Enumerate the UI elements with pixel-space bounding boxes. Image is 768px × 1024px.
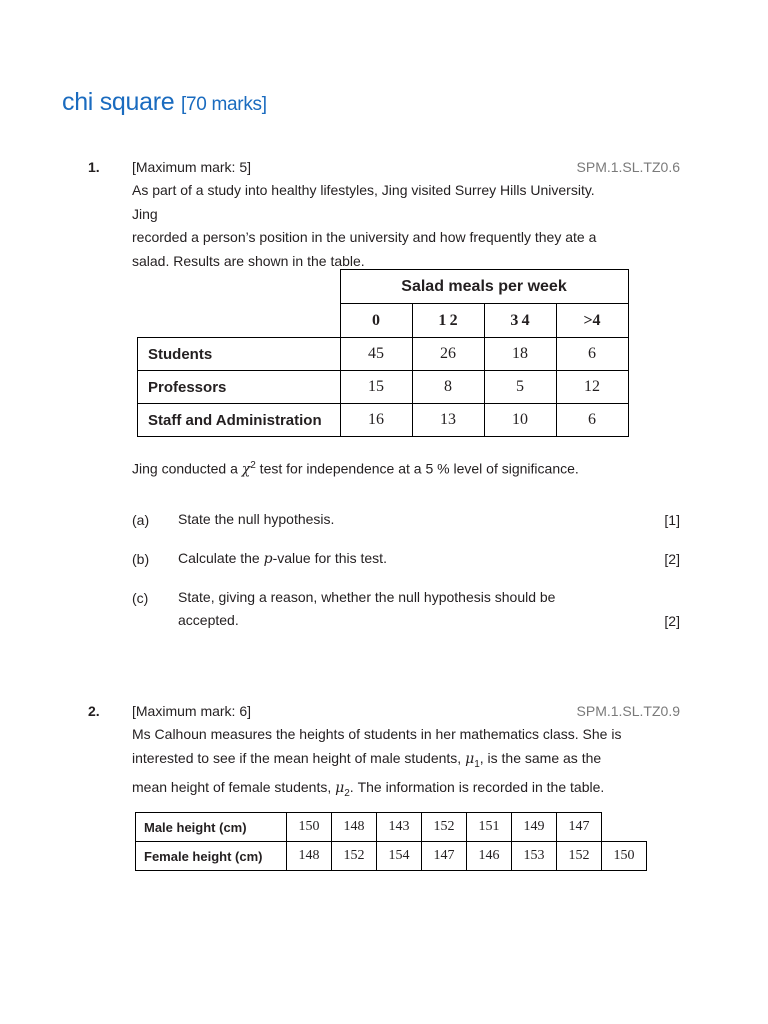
intro-line: recorded a person’s position in the university and how frequently they ate a [132, 229, 597, 245]
chi-power: 2 [250, 460, 256, 471]
table-corner [138, 270, 341, 304]
table-cell: 12 [556, 371, 628, 404]
statement-post: test for independence at a 5 % level of significance. [255, 460, 579, 477]
column-header: 3 4 [484, 304, 556, 338]
part-b-post: -value for this test. [272, 550, 387, 566]
part-c-mark: [2] [664, 613, 680, 629]
row-label: Staff and Administration [138, 404, 341, 437]
table-cell: 45 [340, 338, 412, 371]
mu-subscript: 2 [344, 787, 350, 799]
page-title [62, 88, 267, 117]
line-post: . The information is recorded in the table. [349, 778, 605, 795]
part-c-line: accepted. [178, 612, 239, 628]
intro-line [132, 776, 632, 805]
part-b-pre: Calculate the [178, 550, 264, 566]
question-1-intro [132, 179, 612, 273]
row-label: Male height (cm) [136, 813, 287, 842]
table-cell: 6 [556, 404, 628, 437]
question-2-max-mark: [Maximum mark: 6] [132, 703, 252, 719]
table-cell: 152 [422, 813, 467, 842]
part-a-label: (a) [132, 512, 150, 528]
table-cell: 150 [602, 842, 647, 871]
table-row [138, 371, 629, 404]
row-label: Professors [138, 371, 341, 404]
table-cell: 153 [512, 842, 557, 871]
salad-table [137, 269, 629, 437]
part-c-text [178, 586, 555, 632]
table-cell: 154 [377, 842, 422, 871]
row-label: Students [138, 338, 341, 371]
chi-square-statement [132, 454, 652, 482]
question-2-code: SPM.1.SL.TZ0.9 [576, 703, 680, 719]
table-row [138, 338, 629, 371]
line-pre: mean height of female students, [132, 778, 336, 795]
part-b-mark: [2] [664, 551, 680, 567]
table-cell: 5 [484, 371, 556, 404]
heights-table [135, 812, 647, 871]
part-c-label: (c) [132, 590, 149, 606]
table-cell: 152 [557, 842, 602, 871]
statement-pre: Jing conducted a [132, 460, 242, 477]
title-text: chi square [62, 88, 175, 116]
table-cell: 18 [484, 338, 556, 371]
table-cell: 149 [512, 813, 557, 842]
part-a-text: State the null hypothesis. [178, 511, 335, 527]
table-corner [138, 304, 341, 338]
mu-symbol: μ [335, 779, 345, 796]
chi-symbol: χ [241, 461, 251, 478]
table-cell: 148 [287, 842, 332, 871]
question-1-code: SPM.1.SL.TZ0.6 [576, 159, 680, 175]
question-1-number: 1. [88, 159, 100, 175]
table-cell: 143 [377, 813, 422, 842]
column-header: 1 2 [412, 304, 484, 338]
table-cell: 152 [332, 842, 377, 871]
question-1-max-mark: [Maximum mark: 5] [132, 159, 252, 175]
table-cell: 8 [412, 371, 484, 404]
mu-subscript: 1 [474, 758, 480, 770]
p-variable: p [263, 551, 273, 567]
table-cell: 15 [340, 371, 412, 404]
intro-line [132, 747, 632, 776]
table-cell: 13 [412, 404, 484, 437]
question-2-number: 2. [88, 703, 100, 719]
column-header: 0 [340, 304, 412, 338]
intro-line: As part of a study into healthy lifestyles, Jing visited Surrey Hills University. Jing [132, 182, 595, 222]
part-a-mark: [1] [664, 512, 680, 528]
table-row [136, 842, 647, 871]
table-cell: 147 [422, 842, 467, 871]
column-header: >4 [556, 304, 628, 338]
table-row [136, 813, 647, 842]
table-cell: 6 [556, 338, 628, 371]
line-post: , is the same as the [479, 749, 602, 766]
table-cell: 26 [412, 338, 484, 371]
part-b-text [178, 547, 387, 571]
mu-symbol: μ [465, 750, 475, 767]
table-cell: 146 [467, 842, 512, 871]
table-cell: 10 [484, 404, 556, 437]
table-cell: 147 [557, 813, 602, 842]
intro-line: salad. Results are shown in the table. [132, 252, 365, 269]
table-cell: 150 [287, 813, 332, 842]
table-cell-empty [602, 813, 647, 842]
question-2-intro [132, 723, 632, 805]
total-marks: [70 marks] [181, 94, 267, 115]
table-cell: 148 [332, 813, 377, 842]
table-cell: 151 [467, 813, 512, 842]
table-title: Salad meals per week [340, 270, 628, 304]
row-label: Female height (cm) [136, 842, 287, 871]
table-cell: 16 [340, 404, 412, 437]
table-row [138, 404, 629, 437]
part-c-line: State, giving a reason, whether the null hypothesis should be [178, 589, 556, 605]
intro-line: Ms Calhoun measures the heights of students in her mathematics class. She is [132, 726, 622, 742]
part-b-label: (b) [132, 551, 150, 567]
line-pre: interested to see if the mean height of male students, [132, 749, 466, 766]
